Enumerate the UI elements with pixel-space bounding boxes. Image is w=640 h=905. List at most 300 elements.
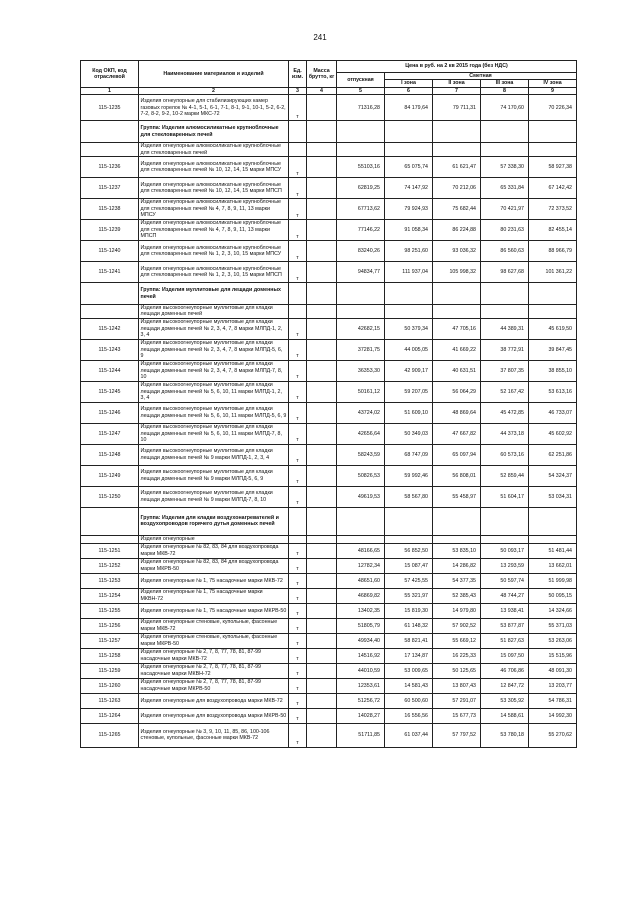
cell-zone-3-price: 52 859,44 xyxy=(481,465,529,486)
cell-name: Группа: Изделия муллитовые для лещади доменных печей xyxy=(139,283,289,305)
cell-unit: т xyxy=(289,220,307,241)
column-number: 8 xyxy=(481,87,529,94)
cell-code xyxy=(81,121,139,143)
cell-name: Изделия огнеупорные стеновые, купольные, фасонные марки МКРВ-50 xyxy=(139,633,289,648)
cell-code: 115-1246 xyxy=(81,402,139,423)
cell-zone-1-price: 111 937,04 xyxy=(385,262,433,283)
cell-zone-3-price xyxy=(481,121,529,143)
cell-code: 115-1238 xyxy=(81,199,139,220)
cell-name: Изделия высокоогнеупорные муллитовые для кладки лещади доменных печей № 2, 3, 4, 7, 8 марки МЛПД-7, 8, 10 xyxy=(139,360,289,381)
cell-mass xyxy=(307,678,337,693)
cell-name: Изделия высокоогнеупорные муллитовые для кладки лещади доменных печей № 2, 3, 4, 7, 8 марки МЛПД-1, 2, 3, 4 xyxy=(139,318,289,339)
group-header-row xyxy=(81,283,577,305)
cell-zone-1-price: 14 581,43 xyxy=(385,678,433,693)
cell-mass xyxy=(307,648,337,663)
cell-name: Изделия высокоогнеупорные муллитовые для кладки лещади доменных печей № 5, 6, 10, 11 марки МЛПД-5, 6, 9 xyxy=(139,402,289,423)
cell-code: 115-1254 xyxy=(81,588,139,603)
cell-code: 115-1256 xyxy=(81,618,139,633)
column-number: 7 xyxy=(433,87,481,94)
cell-zone-4-price: 14 324,66 xyxy=(529,603,577,618)
cell-zone-3-price: 57 338,30 xyxy=(481,157,529,178)
cell-zone-4-price: 88 966,79 xyxy=(529,241,577,262)
cell-zone-2-price: 57 902,52 xyxy=(433,618,481,633)
table-row xyxy=(81,381,577,402)
cell-zone-1-price: 53 009,65 xyxy=(385,663,433,678)
cell-code: 115-1235 xyxy=(81,95,139,121)
column-number: 1 xyxy=(81,87,139,94)
cell-name: Изделия огнеупорные алюмосиликатные крупноблочные для стекловаренных печей № 10, 12, 14, 15 марки МПСП xyxy=(139,178,289,199)
table-row xyxy=(81,535,577,543)
cell-name: Изделия огнеупорные алюмосиликатные крупноблочные для стекловаренных печей № 10, 12, 14, 15 марки МПСУ xyxy=(139,157,289,178)
cell-zone-3-price: 52 167,42 xyxy=(481,381,529,402)
header-mass: Масса брутто, кг xyxy=(307,61,337,88)
cell-mass xyxy=(307,603,337,618)
cell-zone-3-price: 50 597,74 xyxy=(481,573,529,588)
cell-zone-1-price: 57 425,55 xyxy=(385,573,433,588)
cell-zone-2-price xyxy=(433,143,481,157)
cell-zone-3-price: 86 560,63 xyxy=(481,241,529,262)
cell-zone-3-price: 80 231,63 xyxy=(481,220,529,241)
cell-zone-3-price: 65 331,84 xyxy=(481,178,529,199)
cell-code: 115-1264 xyxy=(81,708,139,723)
cell-mass xyxy=(307,143,337,157)
cell-mass xyxy=(307,723,337,747)
cell-unit xyxy=(289,507,307,535)
table-row xyxy=(81,633,577,648)
cell-zone-4-price: 72 373,52 xyxy=(529,199,577,220)
cell-code xyxy=(81,283,139,305)
cell-name: Изделия высокоогнеупорные муллитовые для кладки лещади доменных печей № 9 марки МЛПД-5, 6, 9 xyxy=(139,465,289,486)
cell-zone-3-price xyxy=(481,143,529,157)
cell-name: Изделия огнеупорные алюмосиликатные крупноблочные для стекловаренных печей № 1, 2, 3, 10, 15 марки МПСП xyxy=(139,262,289,283)
cell-zone-4-price: 48 091,30 xyxy=(529,663,577,678)
cell-unit: т xyxy=(289,360,307,381)
cell-code: 115-1251 xyxy=(81,543,139,558)
cell-code: 115-1250 xyxy=(81,486,139,507)
cell-name: Изделия высокоогнеупорные муллитовые для кладки лещади доменных печей № 9 марки МЛПД-7, 8, 10 xyxy=(139,486,289,507)
cell-name: Изделия огнеупорные алюмосиликатные крупноблочные для стекловаренных печей № 4, 7, 8, 9, 11, 13 марки МПСУ xyxy=(139,199,289,220)
cell-zone-4-price: 70 226,34 xyxy=(529,95,577,121)
cell-zone-1-price: 61 037,44 xyxy=(385,723,433,747)
cell-name: Изделия огнеупорные алюмосиликатные крупноблочные для стекловаренных печей xyxy=(139,143,289,157)
table-row xyxy=(81,663,577,678)
cell-release-price: 46869,82 xyxy=(337,588,385,603)
cell-zone-1-price: 74 147,92 xyxy=(385,178,433,199)
cell-name: Изделия высокоогнеупорные муллитовые для кладки лещади доменных печей № 5, 6, 10, 11 марки МЛПД-7, 8, 10 xyxy=(139,423,289,444)
cell-code: 115-1244 xyxy=(81,360,139,381)
cell-unit xyxy=(289,283,307,305)
cell-name: Изделия огнеупорные № 2, 7, 8, 77, 78, 81, 87-99 насадочные марки МКВ-72 xyxy=(139,648,289,663)
cell-zone-2-price: 53 835,10 xyxy=(433,543,481,558)
cell-zone-3-price: 13 293,59 xyxy=(481,558,529,573)
cell-zone-2-price: 47 705,16 xyxy=(433,318,481,339)
cell-name: Изделия огнеупорные № 1, 75 насадочные марки МКВ-72 xyxy=(139,573,289,588)
cell-name: Изделия огнеупорные алюмосиликатные крупноблочные для стекловаренных печей № 1, 2, 3, 10, 15 марки МПСУ xyxy=(139,241,289,262)
table-row xyxy=(81,199,577,220)
cell-zone-4-price: 54 786,31 xyxy=(529,693,577,708)
cell-unit xyxy=(289,305,307,319)
cell-code: 115-1248 xyxy=(81,444,139,465)
cell-code: 115-1239 xyxy=(81,220,139,241)
table-row xyxy=(81,648,577,663)
group-header-row xyxy=(81,507,577,535)
cell-name: Изделия огнеупорные для воздухопровода марки МКВ-72 xyxy=(139,693,289,708)
column-number-row xyxy=(81,87,577,94)
table-row xyxy=(81,543,577,558)
cell-zone-3-price: 37 807,35 xyxy=(481,360,529,381)
cell-mass xyxy=(307,381,337,402)
header-name: Наименование материалов и изделий xyxy=(139,61,289,88)
cell-mass xyxy=(307,402,337,423)
cell-mass xyxy=(307,283,337,305)
table-row xyxy=(81,723,577,747)
cell-name: Изделия огнеупорные xyxy=(139,535,289,543)
table-row xyxy=(81,573,577,588)
cell-zone-1-price: 59 207,05 xyxy=(385,381,433,402)
cell-release-price: 14028,27 xyxy=(337,708,385,723)
cell-zone-3-price: 45 472,85 xyxy=(481,402,529,423)
cell-zone-3-price xyxy=(481,507,529,535)
cell-zone-4-price: 55 371,03 xyxy=(529,618,577,633)
cell-unit: т xyxy=(289,573,307,588)
cell-zone-2-price: 47 667,82 xyxy=(433,423,481,444)
cell-release-price: 67713,62 xyxy=(337,199,385,220)
cell-name: Изделия высокоогнеупорные муллитовые для кладки лещади доменных печей № 9 марки МЛПД-1, 2, 3, 4 xyxy=(139,444,289,465)
cell-zone-1-price: 51 609,10 xyxy=(385,402,433,423)
cell-code: 115-1240 xyxy=(81,241,139,262)
cell-zone-4-price: 67 142,42 xyxy=(529,178,577,199)
table-row xyxy=(81,603,577,618)
table-row xyxy=(81,143,577,157)
cell-zone-4-price: 53 263,06 xyxy=(529,633,577,648)
cell-unit: т xyxy=(289,95,307,121)
cell-name: Изделия огнеупорные № 3, 9, 10, 11, 85, 86, 100-106 стеновые, купольные, фасонные марки МКВ-72 xyxy=(139,723,289,747)
cell-unit xyxy=(289,143,307,157)
cell-zone-2-price: 54 377,35 xyxy=(433,573,481,588)
cell-name: Изделия огнеупорные № 1, 75 насадочные марки МКРВ-50 xyxy=(139,603,289,618)
cell-zone-1-price: 68 747,09 xyxy=(385,444,433,465)
cell-zone-2-price xyxy=(433,283,481,305)
cell-zone-4-price: 46 733,07 xyxy=(529,402,577,423)
cell-zone-4-price: 45 619,50 xyxy=(529,318,577,339)
cell-zone-2-price: 57 291,07 xyxy=(433,693,481,708)
cell-zone-2-price: 40 631,51 xyxy=(433,360,481,381)
cell-zone-1-price: 55 321,97 xyxy=(385,588,433,603)
cell-zone-1-price xyxy=(385,305,433,319)
cell-zone-3-price: 70 421,97 xyxy=(481,199,529,220)
cell-release-price: 51711,85 xyxy=(337,723,385,747)
cell-unit: т xyxy=(289,318,307,339)
cell-mass xyxy=(307,618,337,633)
table-row xyxy=(81,360,577,381)
table-row xyxy=(81,339,577,360)
cell-zone-4-price xyxy=(529,535,577,543)
cell-zone-2-price: 56 808,01 xyxy=(433,465,481,486)
cell-mass xyxy=(307,486,337,507)
cell-mass xyxy=(307,121,337,143)
cell-code: 115-1265 xyxy=(81,723,139,747)
cell-mass xyxy=(307,588,337,603)
cell-zone-1-price: 56 852,50 xyxy=(385,543,433,558)
cell-zone-1-price: 91 058,34 xyxy=(385,220,433,241)
cell-zone-4-price: 53 613,16 xyxy=(529,381,577,402)
cell-release-price: 62819,25 xyxy=(337,178,385,199)
cell-code: 115-1247 xyxy=(81,423,139,444)
header-zone-2: II зона xyxy=(433,80,481,87)
cell-code: 115-1236 xyxy=(81,157,139,178)
cell-release-price: 14516,92 xyxy=(337,648,385,663)
column-number: 6 xyxy=(385,87,433,94)
cell-mass xyxy=(307,305,337,319)
cell-zone-2-price xyxy=(433,305,481,319)
header-zone-1: I зона xyxy=(385,80,433,87)
cell-zone-1-price: 59 992,46 xyxy=(385,465,433,486)
cell-zone-2-price: 75 682,44 xyxy=(433,199,481,220)
table-row xyxy=(81,402,577,423)
cell-zone-2-price xyxy=(433,535,481,543)
column-number: 3 xyxy=(289,87,307,94)
cell-mass xyxy=(307,535,337,543)
table-row xyxy=(81,318,577,339)
cell-release-price: 71316,28 xyxy=(337,95,385,121)
cell-zone-1-price: 79 924,93 xyxy=(385,199,433,220)
cell-zone-1-price: 98 251,60 xyxy=(385,241,433,262)
cell-zone-3-price: 46 706,86 xyxy=(481,663,529,678)
cell-unit: т xyxy=(289,618,307,633)
cell-release-price: 12353,61 xyxy=(337,678,385,693)
cell-mass xyxy=(307,573,337,588)
cell-release-price: 51256,72 xyxy=(337,693,385,708)
cell-zone-2-price: 79 711,31 xyxy=(433,95,481,121)
cell-zone-3-price: 53 780,18 xyxy=(481,723,529,747)
cell-name: Изделия огнеупорные для воздухопровода марки МКРВ-50 xyxy=(139,708,289,723)
cell-name: Изделия огнеупорные № 1, 75 насадочные марки МКВН-72 xyxy=(139,588,289,603)
cell-release-price: 50161,12 xyxy=(337,381,385,402)
cell-name: Изделия огнеупорные для стабилизирующих камер газовых горелок № 4-1, 5-1, 6-1, 7-1, 8-1, 9-1, 10-1, 5-2, 6-2, 7-2, 8-2, 9-2, 10-2 марки МКС-72 xyxy=(139,95,289,121)
cell-mass xyxy=(307,444,337,465)
cell-mass xyxy=(307,693,337,708)
cell-release-price: 44010,59 xyxy=(337,663,385,678)
cell-unit: т xyxy=(289,648,307,663)
cell-unit: т xyxy=(289,262,307,283)
cell-zone-2-price: 70 212,06 xyxy=(433,178,481,199)
cell-mass xyxy=(307,423,337,444)
cell-mass xyxy=(307,360,337,381)
cell-name: Изделия высокоогнеупорные муллитовые для кладки лещади доменных печей № 5, 6, 10, 11 марки МЛПД-1, 2, 3, 4 xyxy=(139,381,289,402)
cell-mass xyxy=(307,663,337,678)
cell-zone-4-price: 39 847,45 xyxy=(529,339,577,360)
cell-name: Группа: Изделия алюмосиликатные крупноблочные для стекловаренных печей xyxy=(139,121,289,143)
cell-name: Изделия огнеупорные № 2, 7, 8, 77, 78, 81, 87-99 насадочные марки МКВН-72 xyxy=(139,663,289,678)
table-row xyxy=(81,588,577,603)
cell-name: Изделия огнеупорные алюмосиликатные крупноблочные для стекловаренных печей № 4, 7, 8, 9, 11, 13 марки МПСП xyxy=(139,220,289,241)
cell-zone-2-price xyxy=(433,121,481,143)
cell-release-price: 36353,30 xyxy=(337,360,385,381)
table-row xyxy=(81,157,577,178)
cell-code: 115-1260 xyxy=(81,678,139,693)
cell-release-price xyxy=(337,535,385,543)
cell-zone-2-price: 65 097,94 xyxy=(433,444,481,465)
column-number: 9 xyxy=(529,87,577,94)
cell-release-price: 43724,02 xyxy=(337,402,385,423)
cell-zone-2-price: 55 669,12 xyxy=(433,633,481,648)
cell-release-price: 48651,60 xyxy=(337,573,385,588)
table-row xyxy=(81,220,577,241)
cell-zone-2-price: 93 036,32 xyxy=(433,241,481,262)
cell-release-price: 48166,65 xyxy=(337,543,385,558)
cell-unit: т xyxy=(289,339,307,360)
cell-mass xyxy=(307,558,337,573)
column-number: 2 xyxy=(139,87,289,94)
cell-mass xyxy=(307,708,337,723)
cell-zone-1-price: 65 075,74 xyxy=(385,157,433,178)
cell-release-price: 13402,35 xyxy=(337,603,385,618)
cell-zone-1-price: 16 556,56 xyxy=(385,708,433,723)
cell-code: 115-1242 xyxy=(81,318,139,339)
cell-zone-2-price: 16 225,33 xyxy=(433,648,481,663)
header-release: отпускная xyxy=(337,73,385,88)
cell-release-price: 50826,53 xyxy=(337,465,385,486)
cell-zone-1-price: 61 148,32 xyxy=(385,618,433,633)
cell-mass xyxy=(307,241,337,262)
cell-unit: т xyxy=(289,465,307,486)
cell-unit: т xyxy=(289,486,307,507)
cell-name: Изделия огнеупорные № 82, 83, 84 для воздухопровода марки МКВ-72 xyxy=(139,543,289,558)
cell-zone-1-price: 84 179,64 xyxy=(385,95,433,121)
cell-zone-2-price: 14 286,82 xyxy=(433,558,481,573)
table-row xyxy=(81,305,577,319)
cell-zone-2-price: 13 807,43 xyxy=(433,678,481,693)
cell-mass xyxy=(307,633,337,648)
cell-code: 115-1252 xyxy=(81,558,139,573)
cell-zone-3-price: 13 938,41 xyxy=(481,603,529,618)
cell-zone-2-price: 41 669,22 xyxy=(433,339,481,360)
cell-zone-3-price: 44 373,18 xyxy=(481,423,529,444)
cell-zone-1-price xyxy=(385,535,433,543)
cell-zone-4-price: 51 999,98 xyxy=(529,573,577,588)
table-row xyxy=(81,678,577,693)
cell-zone-4-price: 62 251,86 xyxy=(529,444,577,465)
cell-zone-4-price: 15 515,96 xyxy=(529,648,577,663)
cell-zone-3-price: 51 604,17 xyxy=(481,486,529,507)
cell-name: Изделия высокоогнеупорные муллитовые для кладки лещади доменных печей № 2, 3, 4, 7, 8 марки МЛПД-5, 6, 9 xyxy=(139,339,289,360)
cell-zone-4-price xyxy=(529,507,577,535)
table-row xyxy=(81,178,577,199)
cell-mass xyxy=(307,543,337,558)
cell-zone-3-price: 60 573,16 xyxy=(481,444,529,465)
cell-zone-1-price xyxy=(385,143,433,157)
cell-release-price: 49934,40 xyxy=(337,633,385,648)
cell-unit: т xyxy=(289,178,307,199)
cell-zone-3-price: 53 877,87 xyxy=(481,618,529,633)
cell-release-price: 77146,22 xyxy=(337,220,385,241)
cell-zone-1-price: 58 567,80 xyxy=(385,486,433,507)
header-unit: Ед. изм. xyxy=(289,61,307,88)
group-header-row xyxy=(81,121,577,143)
cell-unit: т xyxy=(289,157,307,178)
cell-zone-3-price: 51 827,63 xyxy=(481,633,529,648)
cell-zone-4-price: 13 662,01 xyxy=(529,558,577,573)
cell-code: 115-1257 xyxy=(81,633,139,648)
cell-release-price xyxy=(337,143,385,157)
cell-zone-2-price: 14 979,80 xyxy=(433,603,481,618)
cell-mass xyxy=(307,262,337,283)
cell-zone-1-price: 15 819,30 xyxy=(385,603,433,618)
column-number: 5 xyxy=(337,87,385,94)
cell-unit: т xyxy=(289,199,307,220)
cell-zone-1-price xyxy=(385,283,433,305)
cell-zone-3-price: 15 097,50 xyxy=(481,648,529,663)
cell-name: Группа: Изделия для кладки воздухонагревателей и воздухопроводов горячего дутья доменных печей xyxy=(139,507,289,535)
cell-mass xyxy=(307,157,337,178)
cell-release-price: 42656,64 xyxy=(337,423,385,444)
cell-mass xyxy=(307,220,337,241)
cell-zone-3-price: 48 744,27 xyxy=(481,588,529,603)
table-row xyxy=(81,262,577,283)
cell-zone-1-price: 58 821,41 xyxy=(385,633,433,648)
cell-zone-1-price: 50 349,03 xyxy=(385,423,433,444)
cell-code xyxy=(81,143,139,157)
cell-mass xyxy=(307,507,337,535)
cell-zone-4-price: 38 855,10 xyxy=(529,360,577,381)
cell-name: Изделия огнеупорные стеновые, купольные, фасонные марки МКВ-72 xyxy=(139,618,289,633)
cell-mass xyxy=(307,465,337,486)
cell-unit: т xyxy=(289,381,307,402)
cell-unit: т xyxy=(289,693,307,708)
cell-zone-1-price: 15 087,47 xyxy=(385,558,433,573)
cell-code: 115-1243 xyxy=(81,339,139,360)
cell-unit: т xyxy=(289,603,307,618)
cell-zone-4-price xyxy=(529,305,577,319)
cell-zone-1-price: 42 909,17 xyxy=(385,360,433,381)
cell-zone-2-price: 105 998,32 xyxy=(433,262,481,283)
cell-zone-4-price: 51 481,44 xyxy=(529,543,577,558)
cell-release-price: 37281,75 xyxy=(337,339,385,360)
cell-unit: т xyxy=(289,708,307,723)
cell-zone-3-price: 53 305,92 xyxy=(481,693,529,708)
cell-zone-3-price: 74 170,60 xyxy=(481,95,529,121)
cell-release-price xyxy=(337,283,385,305)
page-number: 241 xyxy=(313,33,327,42)
cell-name: Изделия огнеупорные № 2, 7, 8, 77, 78, 81, 87-99 насадочные марки МКРВ-50 xyxy=(139,678,289,693)
cell-zone-2-price: 86 224,88 xyxy=(433,220,481,241)
cell-unit: т xyxy=(289,723,307,747)
cell-zone-4-price xyxy=(529,121,577,143)
cell-unit: т xyxy=(289,588,307,603)
cell-release-price: 55103,16 xyxy=(337,157,385,178)
cell-mass xyxy=(307,178,337,199)
cell-zone-4-price: 14 992,30 xyxy=(529,708,577,723)
cell-zone-1-price: 44 005,05 xyxy=(385,339,433,360)
cell-zone-3-price: 44 389,31 xyxy=(481,318,529,339)
cell-zone-2-price: 61 621,47 xyxy=(433,157,481,178)
cell-zone-1-price: 17 134,87 xyxy=(385,648,433,663)
cell-unit: т xyxy=(289,633,307,648)
cell-code: 115-1237 xyxy=(81,178,139,199)
cell-zone-3-price: 98 627,68 xyxy=(481,262,529,283)
cell-unit: т xyxy=(289,241,307,262)
cell-code: 115-1249 xyxy=(81,465,139,486)
cell-unit: т xyxy=(289,678,307,693)
cell-zone-2-price: 50 125,65 xyxy=(433,663,481,678)
cell-zone-3-price: 12 847,72 xyxy=(481,678,529,693)
cell-code: 115-1245 xyxy=(81,381,139,402)
table-row xyxy=(81,558,577,573)
cell-zone-2-price: 15 677,73 xyxy=(433,708,481,723)
cell-zone-1-price: 50 379,34 xyxy=(385,318,433,339)
cell-zone-2-price: 55 458,97 xyxy=(433,486,481,507)
cell-code: 115-1255 xyxy=(81,603,139,618)
